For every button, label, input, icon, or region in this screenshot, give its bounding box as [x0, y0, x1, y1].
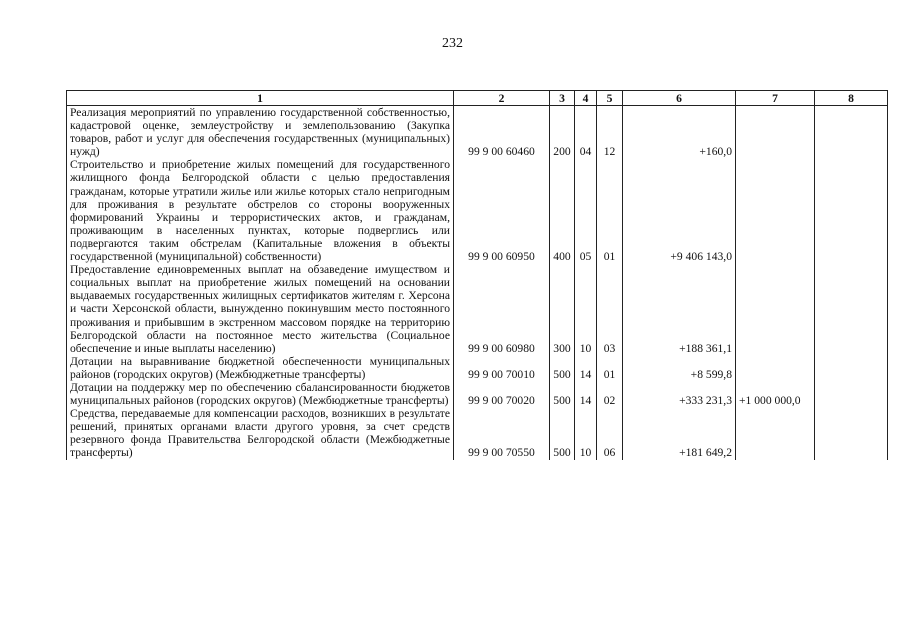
row-code: 99 9 00 60950: [454, 158, 550, 263]
row-amount-2: [736, 407, 815, 459]
row-amount-2: [736, 355, 815, 381]
table-row: [67, 407, 888, 459]
row-type: 400: [550, 158, 575, 263]
row-subsection: 03: [597, 263, 623, 355]
row-type: 500: [550, 381, 575, 407]
row-code: 99 9 00 60460: [454, 106, 550, 159]
row-amount-3: [815, 106, 888, 159]
column-header: 3: [550, 91, 575, 106]
column-header: 2: [454, 91, 550, 106]
row-subsection: 06: [597, 407, 623, 459]
table-row: [67, 158, 888, 263]
row-amount: +9 406 143,0: [623, 158, 736, 263]
row-amount: +333 231,3: [623, 381, 736, 407]
row-amount-3: [815, 381, 888, 407]
table-row: [67, 263, 888, 355]
row-description: Строительство и приобретение жилых помещений для государственного жилищного фонда Белгородской области с целью предоставления гражданам, которые утратили жилье или жилье которых стало непригодным для проживания в результате обстрелов со стороны вооруженных формирований Украины и террористических актов, и гражданам, проживающим в населенных пунктах, которые подверглись или подвергаются таким обстрелам (Капитальные вложения в объекты государственной (муниципальной) собственности): [67, 158, 454, 263]
row-amount: +181 649,2: [623, 407, 736, 459]
row-section: 14: [575, 355, 597, 381]
column-header: 5: [597, 91, 623, 106]
row-subsection: 12: [597, 106, 623, 159]
budget-table: [66, 90, 888, 460]
row-description: Дотации на поддержку мер по обеспечению сбалансированности бюджетов муниципальных районов (городских округов) (Межбюджетные трансферты): [67, 381, 454, 407]
table-row: [67, 106, 888, 159]
row-amount-3: [815, 407, 888, 459]
row-amount-2: [736, 158, 815, 263]
row-amount: +160,0: [623, 106, 736, 159]
column-header: 8: [815, 91, 888, 106]
table-header-row: [67, 91, 888, 106]
row-section: 05: [575, 158, 597, 263]
row-amount-2: +1 000 000,0: [736, 381, 815, 407]
table-row: [67, 355, 888, 381]
row-section: 04: [575, 106, 597, 159]
row-code: 99 9 00 70020: [454, 381, 550, 407]
row-section: 10: [575, 263, 597, 355]
row-description: Предоставление единовременных выплат на обзаведение имуществом и социальных выплат на приобретение жилых помещений на основании выдаваемых государственных жилищных сертификатов жителям г. Херсона и части Херсонской области, вынужденно покинувшим место постоянного проживания и прибывшим в экстренном массовом порядке на территорию Белгородской области на постоянное место жительства (Социальное обеспечение и иные выплаты населению): [67, 263, 454, 355]
row-type: 200: [550, 106, 575, 159]
row-code: 99 9 00 70010: [454, 355, 550, 381]
column-header: 4: [575, 91, 597, 106]
row-amount-3: [815, 355, 888, 381]
row-amount-3: [815, 158, 888, 263]
row-amount: +8 599,8: [623, 355, 736, 381]
row-subsection: 01: [597, 158, 623, 263]
row-code: 99 9 00 60980: [454, 263, 550, 355]
row-description: Дотации на выравнивание бюджетной обеспеченности муниципальных районов (городских округов) (Межбюджетные трансферты): [67, 355, 454, 381]
column-header: 7: [736, 91, 815, 106]
column-header: 1: [67, 91, 454, 106]
row-subsection: 01: [597, 355, 623, 381]
page-number: 232: [442, 36, 463, 51]
row-type: 500: [550, 407, 575, 459]
row-code: 99 9 00 70550: [454, 407, 550, 459]
row-amount-3: [815, 263, 888, 355]
row-amount: +188 361,1: [623, 263, 736, 355]
table-row: [67, 381, 888, 407]
row-amount-2: [736, 106, 815, 159]
row-type: 300: [550, 263, 575, 355]
row-section: 10: [575, 407, 597, 459]
row-description: Реализация мероприятий по управлению государственной собственностью, кадастровой оценке, землеустройству и землепользованию (Закупка товаров, работ и услуг для обеспечения государственных (муниципальных) нужд): [67, 106, 454, 159]
column-header: 6: [623, 91, 736, 106]
row-amount-2: [736, 263, 815, 355]
row-type: 500: [550, 355, 575, 381]
row-section: 14: [575, 381, 597, 407]
row-description: Средства, передаваемые для компенсации расходов, возникших в результате решений, принятых органами власти другого уровня, за счет средств резервного фонда Правительства Белгородской области (Межбюджетные трансферты): [67, 407, 454, 459]
row-subsection: 02: [597, 381, 623, 407]
